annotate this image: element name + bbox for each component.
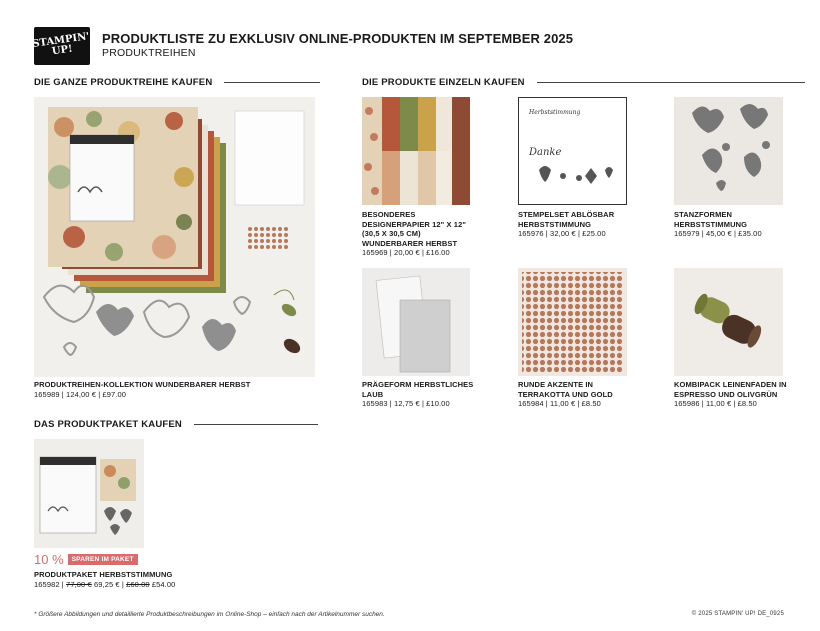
- product-price: 165984 | 11,00 € | £8.50: [518, 399, 601, 408]
- product-price: 165979 | 45,00 € | £35.00: [674, 229, 762, 238]
- bundle-old-gbp: £60.00: [126, 579, 150, 589]
- product-caption: [518, 380, 638, 409]
- embossing-folder-illustration: [362, 268, 470, 376]
- copyright: © 2025 STAMPIN' UP! DE_0925: [691, 611, 784, 617]
- accents-illustration: [518, 268, 627, 376]
- product-caption: [674, 380, 794, 409]
- thread-illustration: [674, 268, 783, 376]
- product-name: PRODUKTREIHEN-KOLLEKTION WUNDERBARER HERBST: [34, 380, 251, 389]
- product-image-leinenfaden[interactable]: [674, 268, 783, 376]
- product-image-designerpapier[interactable]: [362, 97, 470, 205]
- stamp-text: Danke: [529, 147, 562, 158]
- dies-illustration: [674, 97, 783, 205]
- section-full-line-heading: DIE GANZE PRODUKTREIHE KAUFEN: [34, 77, 320, 88]
- page-subtitle: PRODUKTREIHEN: [102, 47, 196, 59]
- collection-illustration: [34, 97, 315, 377]
- stamp-text: Herbststimmung: [529, 109, 581, 116]
- footnote: * Größere Abbildungen und detaillierte Produktbeschreibungen im Online-Shop – einfach nach der Artikelnummer suchen.: [34, 611, 385, 618]
- stamp-set-illustration: [519, 98, 626, 204]
- discount-percent: 10 %: [34, 552, 64, 567]
- section-rule: [537, 82, 805, 83]
- collection-image[interactable]: [34, 97, 315, 377]
- bundle-price: [34, 580, 274, 590]
- product-name: STEMPELSET ABLÖSBAR HERBSTSTIMMUNG: [518, 210, 615, 229]
- product-image-praegeform[interactable]: [362, 268, 470, 376]
- product-price: 165989 | 124,00 € | £97.00: [34, 389, 126, 399]
- full-line-caption: [34, 380, 315, 399]
- designer-paper-illustration: [362, 97, 470, 205]
- product-name: STANZFORMEN HERBSTSTIMMUNG: [674, 210, 748, 229]
- section-rule: [224, 82, 320, 83]
- section-rule: [194, 424, 318, 425]
- page-title: PRODUKTLISTE ZU EXKLUSIV ONLINE-PRODUKTEN IM SEPTEMBER 2025: [102, 31, 574, 46]
- product-price: 165986 | 11,00 € | £8.50: [674, 399, 757, 408]
- bundle-caption: [34, 570, 274, 589]
- product-name: RUNDE AKZENTE IN TERRAKOTTA UND GOLD: [518, 380, 613, 399]
- section-bundle-heading: DAS PRODUKTPAKET KAUFEN: [34, 419, 318, 430]
- product-price: 165983 | 12,75 € | £10.00: [362, 399, 450, 408]
- bundle-new-eur: 69,25 € |: [93, 579, 124, 589]
- product-image-stanzformen[interactable]: [674, 97, 783, 205]
- product-caption: [362, 210, 482, 258]
- product-name: BESONDERES DESIGNERPAPIER 12" X 12" (30,5 X 30,5 CM) WUNDERBARER HERBST: [362, 210, 466, 248]
- bundle-illustration: [34, 439, 144, 548]
- product-price: 165976 | 32,00 € | £25.00: [518, 229, 606, 238]
- product-price: 165969 | 20,00 € | £16.00: [362, 248, 450, 257]
- discount-badge: SPAREN IM PAKET: [68, 554, 138, 565]
- section-individual-heading: DIE PRODUKTE EINZELN KAUFEN: [362, 77, 805, 88]
- bundle-name: PRODUKTPAKET HERBSTSTIMMUNG: [34, 570, 173, 579]
- stampin-up-logo: STAMPIN' UP!: [34, 27, 90, 65]
- bundle-id: 165982 |: [34, 579, 64, 589]
- product-image-stempelset[interactable]: [518, 97, 627, 205]
- product-caption: [674, 210, 794, 239]
- bundle-old-eur: 77,00 €: [66, 579, 92, 589]
- bundle-image[interactable]: [34, 439, 144, 548]
- product-name: PRÄGEFORM HERBSTLICHES LAUB: [362, 380, 474, 399]
- product-image-akzente[interactable]: [518, 268, 627, 376]
- product-name: KOMBIPACK LEINENFADEN IN ESPRESSO UND OLIVGRÜN: [674, 380, 787, 399]
- bundle-new-gbp: £54.00: [151, 579, 176, 589]
- product-caption: [518, 210, 638, 239]
- product-caption: [362, 380, 482, 409]
- bundle-discount: [34, 552, 138, 567]
